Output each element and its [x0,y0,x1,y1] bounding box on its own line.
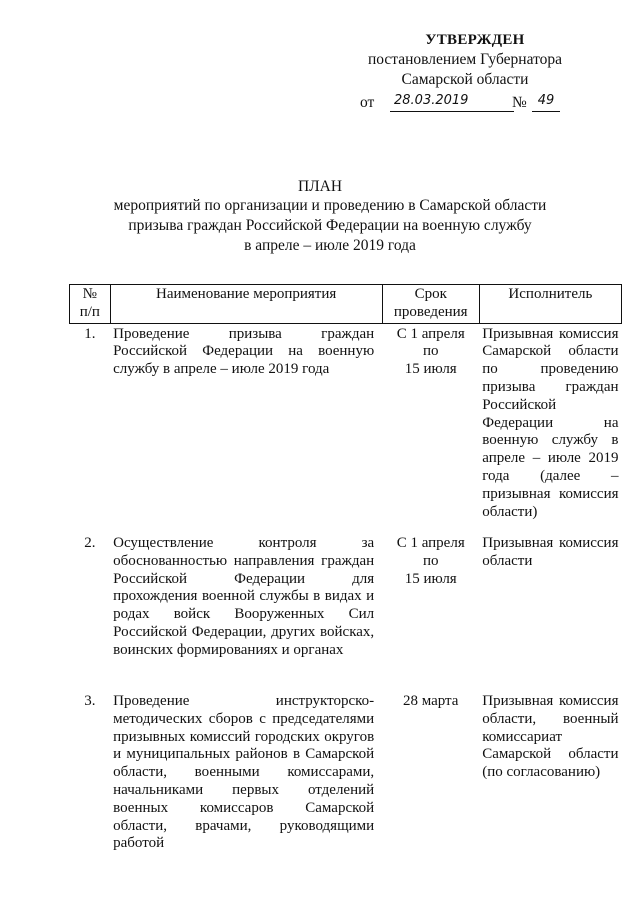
row-executor: Призывная комиссия Самарской области по проведению призыва граждан Российской Федерации на военную службу в апреле – июле 2019 года (далее – призывная комиссия области) [482,325,619,520]
table-row [70,323,622,533]
approval-block [360,30,570,115]
row-term-line: С 1 апреля [396,535,465,552]
row-term [382,691,479,853]
row-term-line: 28 марта [402,693,459,710]
number-prefix: № [512,94,527,111]
row-executor: Призывная комиссия области, военный комиссариат Самарской области (по согласованию) [482,693,619,781]
row-name: Проведение призыва граждан Российской Федерации на военную службу в апреле – июле 2019 года [113,325,375,378]
table-row [70,691,622,853]
date-prefix: от [360,94,375,111]
header-num [70,285,111,324]
row-term-line: по [422,552,439,569]
plan-subtitle-line: мероприятий по организации и проведению в Самарской области [113,197,547,214]
approval-date-line [360,93,570,115]
row-name: Проведение инструкторско-методических сборов с председателями призывных комиссий городских округов и муниципальных районов в Самарской области, военными комиссарами, начальниками первых отделений военных комиссаров Самарской области, врачами, руководящими работой [113,693,375,852]
table-row [70,533,622,691]
row-term-line: С 1 апреля [396,325,465,342]
header-executor: Исполнитель [479,285,621,324]
plan-subtitle [100,196,560,256]
row-num: 2. [84,535,96,552]
approval-number: 49 [532,91,560,112]
table-header-row [70,285,622,324]
header-term-line: проведения [393,303,468,320]
approval-line-2: Самарской области [401,71,529,88]
row-name: Осуществление контроля за обоснованностью направления граждан Российской Федерации для прохождения военной службы в видах и родах войск Вооруженных Сил Российской Федерации, других войсках, воинских формированиях и органах [113,535,375,658]
header-num-line: № [82,286,97,302]
row-executor: Призывная комиссия области [482,535,619,569]
plan-table [69,284,622,853]
header-num-line: п/п [79,303,100,320]
row-term-line: по [422,343,439,360]
approval-date: 28.03.2019 [390,91,514,112]
header-term [382,285,479,324]
row-num: 1. [84,325,96,342]
row-term [382,323,479,533]
approval-title: УТВЕРЖДЕН [425,32,525,48]
plan-subtitle-line: призыва граждан Российской Федерации на военную службу [128,217,532,234]
plan-subtitle-line: в апреле – июле 2019 года [244,237,416,254]
header-term-line: Срок [414,286,447,302]
row-term-line: 15 июля [404,361,457,378]
plan-title: ПЛАН [297,178,343,195]
approval-line-1: постановлением Губернатора [367,51,563,68]
header-name: Наименование мероприятия [110,285,382,324]
row-term-line: 15 июля [404,570,457,587]
row-term [382,533,479,691]
row-num: 3. [84,693,96,710]
